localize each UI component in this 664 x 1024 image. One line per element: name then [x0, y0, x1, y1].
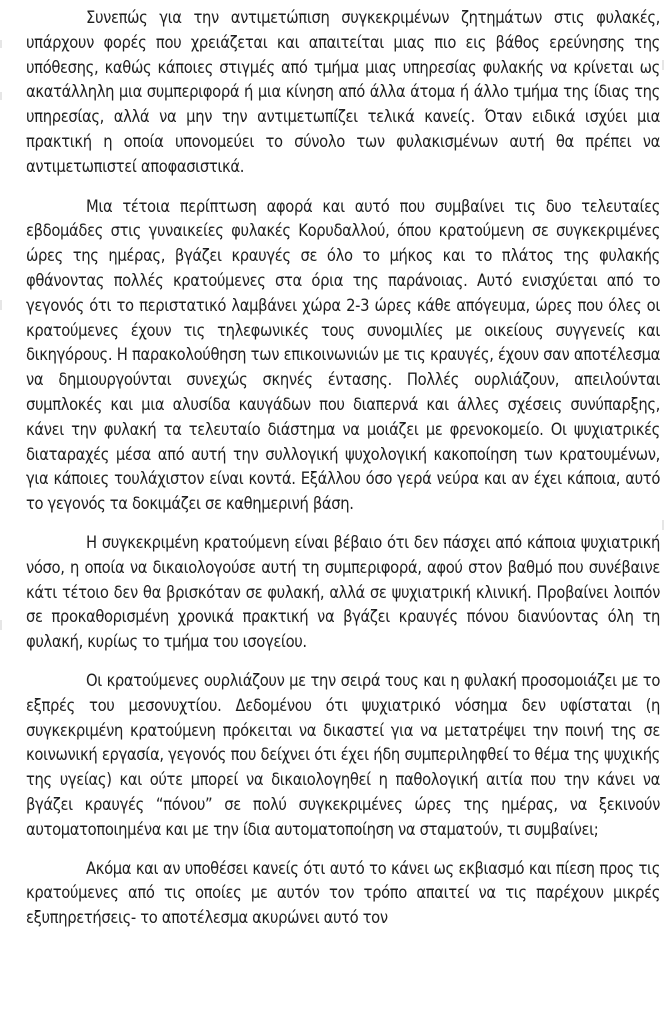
document-body [26, 6, 660, 945]
left-edge-mark [0, 300, 2, 310]
left-edge-mark [0, 92, 2, 100]
paragraph-2: Μια τέτοια περίπτωση αφορά και αυτό που συμβαίνει τις δυο τελευταίες εβδομάδες στις γυναικείες φυλακές Κορυδαλλού, όπου κρατούμενη σε συγκεκριμένες ώρες της ημέρας, βγάζει κραυγές σε όλο το μήκος και το πλάτος της φυλακής φθάνοντας πολλές κρατούμενες στα όρια της παράνοιας. Αυτό ενισχύεται από το γεγονός ότι το περιστατικό λαμβάνει χώρα 2-3 ώρες κάθε απόγευμα, ώρες που όλες οι κρατούμενες έχουν τις τηλεφωνικές τους συνομιλίες με οικείους συγγενείς και δικηγόρους. Η παρακολούθηση των επικοινωνιών με τις κραυγές, έχουν σαν αποτέλεσμα να δημιουργούνται συνεχώς σκηνές έντασης. Πολλές ουρλιάζουν, απειλούνται συμπλοκές και μια αλυσίδα καυγάδων που διαπερνά και άλλες σχέσεις συνύπαρξης, κάνει την φυλακή τα τελευταίο διάστημα να μοιάζει με φρενοκομείο. Οι ψυχιατρικές διαταραχές μέσα από αυτή την συλλογική ψυχολογική κακοποίηση των κρατουμένων, για κάποιες τουλάχιστον είναι κοντά. Εξάλλου όσο γερά νεύρα και αν έχει κάποια, αυτό το γεγονός τα δοκιμάζει σε καθημερινή βάση. [26, 196, 660, 514]
left-edge-mark [0, 40, 2, 48]
paragraph-4: Οι κρατούμενες ουρλιάζουν με την σειρά τους και η φυλακή προσομοιάζει με το εξπρές του μεσονυχτίου. Δεδομένου ότι ψυχιατρικό νόσημα δεν υφίσταται (η συγκεκριμένη κρατούμενη πρόκειται να δικαστεί για να μετατρέψει την ποινή της σε κοινωνική εργασία, γεγονός που δείχνει ότι έχει ήδη συμπεριληφθεί το θέμα της ψυχικής της υγείας) και ούτε μπορεί να δικαιολογηθεί η παθολογική αιτία που την κάνει να βγάζει κραυγές “πόνου” σε πολύ συγκεκριμένες ώρες της ημέρας, να ξεκινούν αυτοματοποιημένα και με την ίδια αυτοματοποίηση να σταματούν, τι συμβαίνει; [26, 670, 660, 839]
paragraph-3: Η συγκεκριμένη κρατούμενη είναι βέβαιο ότι δεν πάσχει από κάποια ψυχιατρική νόσο, η οποία να δικαιολογούσε αυτή τη συμπεριφορά, αφού στον βαθμό που συνέβαινε κάτι τέτοιο δεν θα βρισκόταν σε φυλακή, αλλά σε ψυχιατρική κλινική. Προβαίνει λοιπόν σε προκαθορισμένη χρονικά πρακτική να βγάζει κραυγές πόνου διανύοντας όλη τη φυλακή, κυρίως το τμήμα του ισογείου. [26, 532, 660, 652]
paragraph-5: Ακόμα και αν υποθέσει κανείς ότι αυτό το κάνει ως εκβιασμό και πίεση προς τις κρατούμενες από τις οποίες με αυτόν τον τρόπο απαιτεί να τις παρέχουν μικρές εξυπηρετήσεις- το αποτέλεσμα ακυρώνει αυτό τον [26, 858, 660, 928]
paragraph-1: Συνεπώς για την αντιμετώπιση συγκεκριμένων ζητημάτων στις φυλακές, υπάρχουν φορές που χρειάζεται και απαιτείται μιας πιο εις βάθος ερεύνησης της υπόθεσης, καθώς κάποιες στιγμές από τμήμα μιας υπηρεσίας φυλακής να κρίνεται ως ακατάλληλη μια συμπεριφορά ή μια κίνηση από άλλα άτομα ή άλλο τμήμα της ίδιας της υπηρεσίας, αλλά να μην την αντιμετωπίζει τελικά κανείς. Όταν ειδικά ισχύει μια πρακτική η οποία υπονομεύει το σύνολο των φυλακισμένων αυτή θα πρέπει να αντιμετωπιστεί αποφασιστικά. [26, 8, 660, 176]
left-edge-mark [0, 620, 2, 630]
